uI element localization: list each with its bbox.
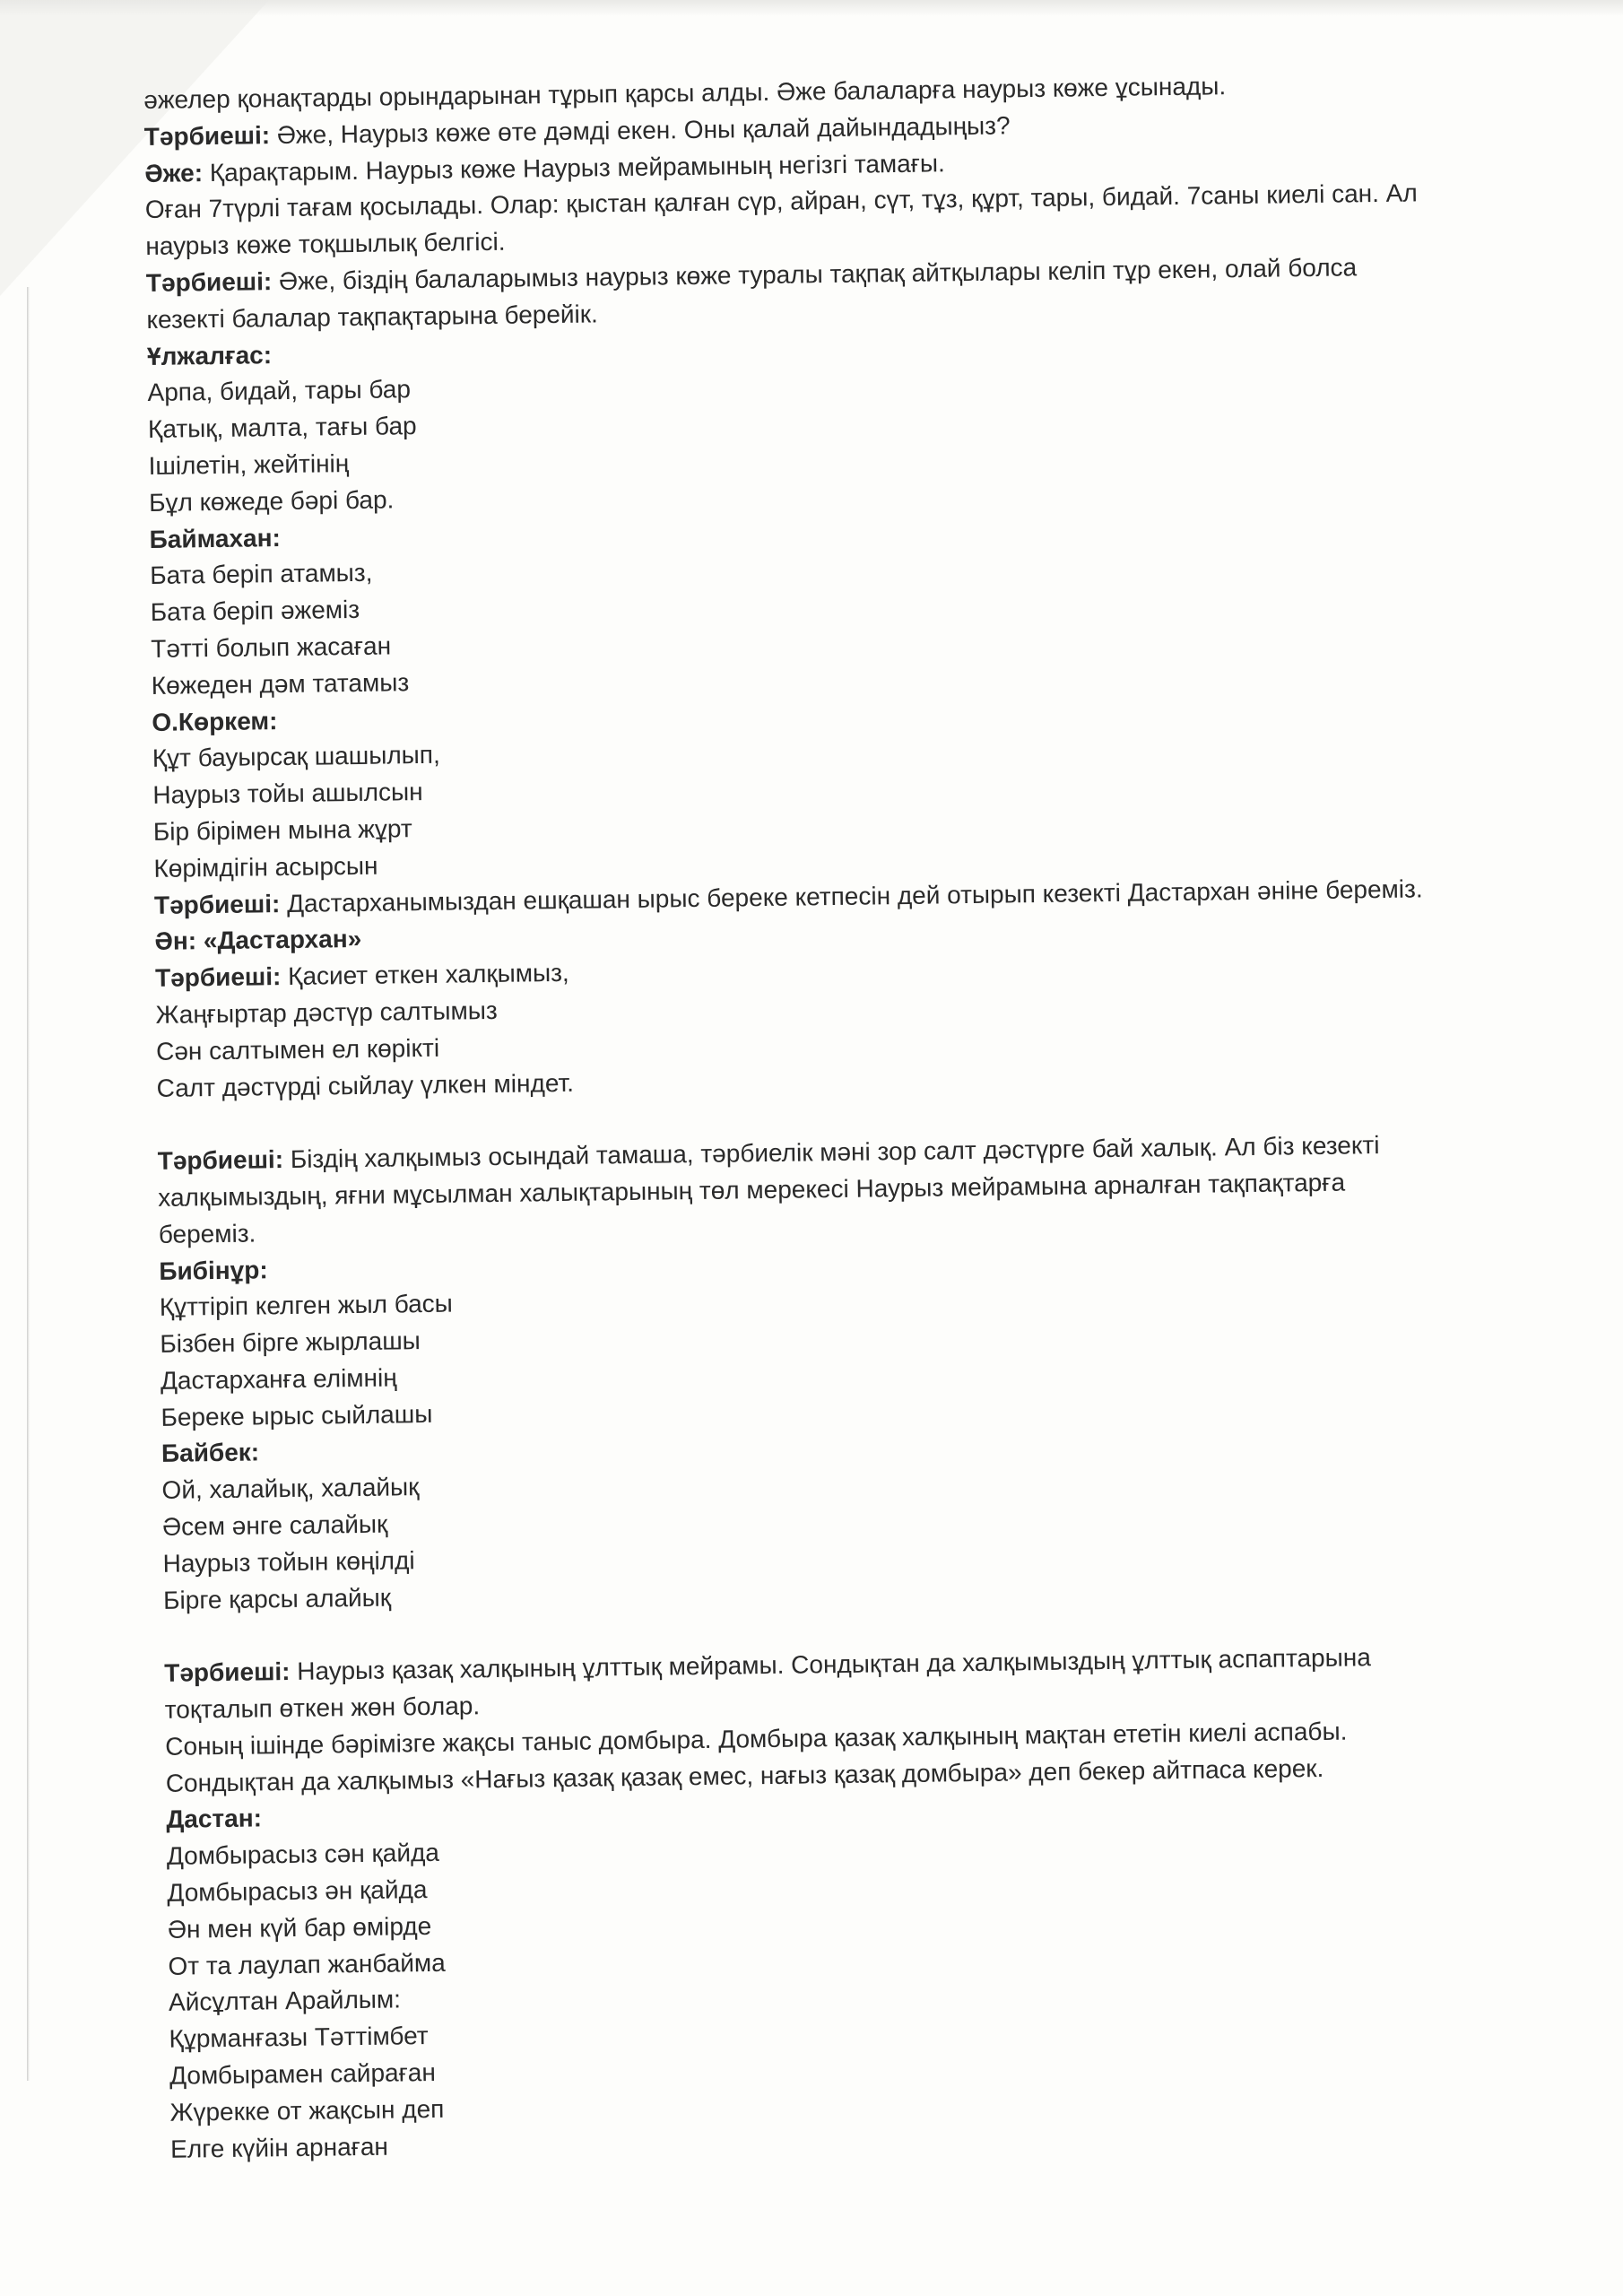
line-text: Бұл көжеде бәрі бар.: [148, 485, 395, 517]
line-text: Құт бауырсақ шашылып,: [152, 741, 440, 773]
line-text: Әже, біздің балаларымыз наурыз көже туралы тақпақ айтқылары келіп тұр екен, олай болса: [272, 253, 1358, 296]
line-text: наурыз көже тоқшылық белгісі.: [145, 227, 506, 261]
speaker-label: Ән: «Дастархан»: [154, 925, 362, 956]
line-text: Соның ішінде бәрімізге жақсы таныс домбыра. Домбыра қазақ халқының мақтан ететін киелі аспабы.: [165, 1717, 1348, 1761]
line-text: Құрманғазы Тәттімбет: [169, 2022, 429, 2054]
line-text: Көрімдігін асырсын: [153, 851, 378, 883]
speaker-label: Баймахан:: [149, 523, 282, 553]
line-text: Домбырасыз ән қайда: [167, 1875, 428, 1907]
scan-left-edge: [27, 287, 30, 2081]
line-text: Жүрекке от жақсын деп: [169, 2094, 445, 2126]
speaker-label: Тәрбиеші:: [153, 889, 281, 919]
line-text: Біздің халқымыз осындай тамаша, тәрбиелік мәні зор салт дәстүрге бай халық. Ал біз кезекті: [282, 1131, 1380, 1174]
line-text: Наурыз тойы ашылсын: [152, 778, 423, 810]
speaker-label: Тәрбиеші:: [143, 120, 271, 151]
line-text: Бізбен бірге жырлашы: [160, 1326, 421, 1358]
line-text: Наурыз қазақ халқының ұлттық мейрамы. Сондықтан да халқымыздың ұлттық аспаптарына: [290, 1643, 1371, 1686]
line-text: Бата беріп әжеміз: [150, 596, 360, 627]
line-text: Салт дәстүрді сыйлау үлкен міндет.: [156, 1068, 575, 1102]
line-text: Арпа, бидай, тары бар: [147, 375, 412, 407]
line-text: тоқталып өткен жөн болар.: [164, 1692, 481, 1724]
speaker-label: Тәрбиеші:: [154, 962, 282, 993]
line-text: Қатық, малта, тағы бар: [147, 412, 417, 444]
speaker-label: Тәрбиеші:: [157, 1145, 284, 1176]
line-text: Ой, халайық, халайық: [161, 1473, 420, 1505]
line-text: Қарақтарым. Наурыз көже Наурыз мейрамының негізгі тамағы.: [202, 148, 946, 187]
line-text: Елге күйін арнаған: [169, 2132, 389, 2163]
line-text: Ән мен күй бар өмірде: [167, 1911, 432, 1944]
speaker-label: Әже:: [144, 158, 204, 187]
line-text: Тәтті болып жасаған: [151, 631, 392, 663]
speaker-label: Тәрбиеші:: [145, 267, 273, 297]
line-text: Дастарханымыздан ешқашан ырыс береке кетпесін дей отырып кезекті Дастархан әніне береміз.: [280, 874, 1423, 918]
speaker-label: Бибінұр:: [159, 1255, 268, 1285]
speaker-label: Ұлжалғас:: [146, 340, 273, 370]
speaker-label: Дастан:: [166, 1804, 263, 1834]
line-text: Айсұлтан Арайлым:: [168, 1985, 402, 2017]
line-text: Қасиет еткен халқымыз,: [281, 958, 569, 991]
document-page: [143, 64, 1605, 2168]
speaker-label: Байбек:: [161, 1438, 260, 1468]
speaker-label: О.Көркем:: [152, 706, 278, 736]
line-text: Домбырамен сайраған: [169, 2057, 437, 2090]
line-text: кезекті балалар тақпақтарына берейік.: [146, 300, 599, 334]
line-text: Домбырасыз сән қайда: [166, 1839, 440, 1871]
line-text: Сондықтан да халқымыз «Нағыз қазақ қазақ емес, нағыз қазақ домбыра» деп бекер айтпаса керек.: [165, 1753, 1324, 1797]
line-text: әжелер қонақтарды орындарынан тұрып қарсы алды. Әже балаларға наурыз көже ұсынады.: [143, 72, 1227, 114]
line-text: Ішілетін, жейтінің: [148, 449, 350, 480]
speaker-label: Тәрбиеші:: [164, 1657, 291, 1688]
line-text: Бірге қарсы алайық: [162, 1583, 392, 1614]
line-text: Әже, Наурыз көже өте дәмді екен. Оны қалай дайындадыңыз?: [269, 111, 1011, 149]
line-text: Оған 7түрлі тағам қосылады. Олар: қыстан қалған сүр, айран, сүт, тұз, құрт, тары, бидай. 7саны киелі сан. Ал: [144, 178, 1418, 224]
line-text: Жаңғыртар дәстүр салтымыз: [155, 996, 498, 1029]
line-text: халқымыздың, яғни мұсылман халықтарының төл мерекесі Наурыз мейрамына арналған тақпақтарға: [158, 1168, 1346, 1212]
line-text: береміз.: [158, 1219, 256, 1248]
line-text: Көжеден дәм татамыз: [151, 667, 410, 700]
line-text: Наурыз тойын көңілді: [162, 1546, 415, 1578]
line-text: Дастарханға елімнің: [160, 1363, 397, 1395]
line-text: Бата беріп атамыз,: [149, 559, 373, 590]
line-text: Бір бірімен мына жұрт: [152, 814, 412, 846]
scan-top-shadow: [0, 0, 1623, 16]
line-text: Құттіріп келген жыл басы: [159, 1289, 453, 1322]
line-text: От та лаулап жанбайма: [168, 1948, 446, 1980]
line-text: Береке ырыс сыйлашы: [161, 1399, 433, 1431]
line-text: Сән салтымен ел көрікті: [155, 1033, 440, 1065]
line-text: Әсем әнге салайық: [161, 1509, 388, 1541]
